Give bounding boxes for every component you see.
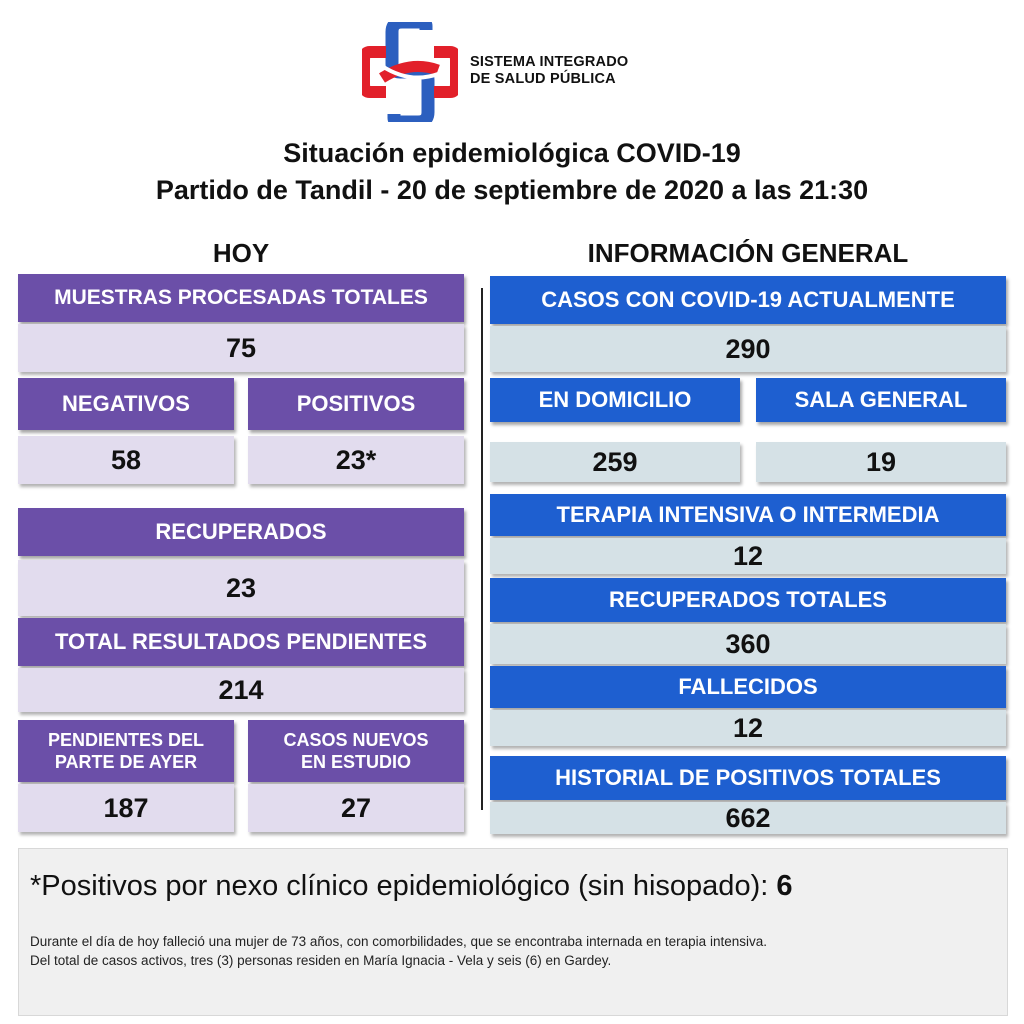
nexo-text: *Positivos por nexo clínico epidemiológico (sin hisopado): — [30, 870, 777, 902]
terapia-value: 12 — [490, 538, 1006, 574]
recuperados-header: RECUPERADOS — [18, 508, 464, 556]
page-title: Situación epidemiológica COVID-19 — [283, 138, 741, 168]
negativos-value: 58 — [18, 436, 234, 484]
negativos-header: NEGATIVOS — [18, 378, 234, 430]
muestras-value: 75 — [18, 324, 464, 372]
fallecidos-value: 12 — [490, 710, 1006, 746]
pendientes-ayer-label-2: PARTE DE AYER — [54, 752, 198, 772]
pendientes-ayer-value: 187 — [18, 784, 234, 832]
pendientes-ayer-header — [18, 720, 234, 782]
historial-value: 662 — [490, 802, 1006, 834]
section-informacion-general: INFORMACIÓN GENERAL — [587, 238, 909, 268]
positivos-value: 23* — [248, 436, 464, 484]
historial-header: HISTORIAL DE POSITIVOS TOTALES — [490, 756, 1006, 800]
footer-notes — [30, 932, 767, 970]
domicilio-header: EN DOMICILIO — [490, 378, 740, 422]
column-divider — [481, 288, 483, 810]
recuperados-value: 23 — [18, 560, 464, 616]
casos-actuales-value: 290 — [490, 326, 1006, 372]
recuperados-totales-header: RECUPERADOS TOTALES — [490, 578, 1006, 622]
recuperados-totales-value: 360 — [490, 624, 1006, 664]
fallecidos-header: FALLECIDOS — [490, 666, 1006, 708]
positivos-header: POSITIVOS — [248, 378, 464, 430]
sala-general-header: SALA GENERAL — [756, 378, 1006, 422]
pendientes-value: 214 — [18, 668, 464, 712]
pendientes-ayer-label-1: PENDIENTES DEL — [47, 730, 205, 750]
nexo-footnote — [30, 870, 792, 903]
casos-nuevos-header — [248, 720, 464, 782]
casos-actuales-header: CASOS CON COVID-19 ACTUALMENTE — [490, 276, 1006, 324]
pendientes-header: TOTAL RESULTADOS PENDIENTES — [18, 618, 464, 666]
casos-nuevos-label-2: EN ESTUDIO — [300, 752, 411, 772]
section-hoy: HOY — [212, 238, 270, 268]
sala-general-value: 19 — [756, 442, 1006, 482]
page-subtitle: Partido de Tandil - 20 de septiembre de 2020 a las 21:30 — [155, 175, 869, 205]
logo-text — [470, 54, 628, 88]
domicilio-value: 259 — [490, 442, 740, 482]
nexo-value: 6 — [776, 870, 793, 902]
footer-note-1: Durante el día de hoy falleció una mujer de 73 años, con comorbilidades, que se encontraba internada en terapia intensiva. — [30, 934, 767, 949]
casos-nuevos-value: 27 — [248, 784, 464, 832]
terapia-header: TERAPIA INTENSIVA O INTERMEDIA — [490, 494, 1006, 536]
muestras-header: MUESTRAS PROCESADAS TOTALES — [18, 274, 464, 322]
logo-line-1: SISTEMA INTEGRADO — [470, 54, 629, 70]
casos-nuevos-label-1: CASOS NUEVOS — [283, 730, 429, 750]
footer-note-2: Del total de casos activos, tres (3) personas residen en María Ignacia - Vela y seis (6) en Gardey. — [30, 953, 612, 968]
logo-line-2: DE SALUD PÚBLICA — [470, 71, 616, 87]
sisp-logo-icon — [362, 22, 458, 122]
